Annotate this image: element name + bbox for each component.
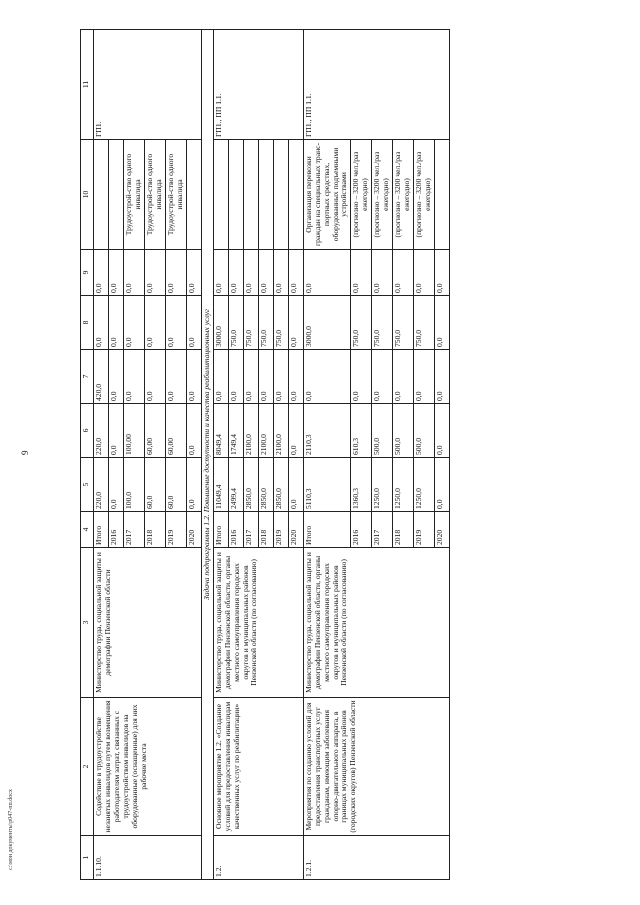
value-cell: 0,0 (124, 350, 145, 404)
indicator-cell: ГП1. (94, 30, 202, 140)
header-row (81, 30, 94, 880)
value-cell (186, 140, 201, 250)
value-cell: 0,0 (393, 350, 414, 404)
value-cell: 100,0 (124, 458, 145, 512)
value-cell: Трудоустрой-ство одного инвалида (144, 140, 165, 250)
value-cell: 0,0 (372, 250, 393, 296)
value-cell: 0,0 (435, 458, 450, 512)
table-row (94, 30, 109, 880)
year-cell: Итого (94, 512, 109, 548)
value-cell: 500,0 (372, 404, 393, 458)
section-num: 1.2.1. (303, 836, 449, 880)
indicator-cell: ГП1., ПП 1.1. (303, 30, 449, 140)
value-cell: 0,0 (109, 404, 124, 458)
value-cell: 0,0 (372, 350, 393, 404)
value-cell: (прогнозно – 3200 чел./раз ежегодно) (393, 140, 414, 250)
column-header-4: 4 (81, 512, 94, 548)
value-cell: 0,0 (109, 458, 124, 512)
value-cell: 0,0 (303, 250, 351, 296)
year-cell: 2019 (165, 512, 186, 548)
value-cell: 0,0 (414, 250, 435, 296)
value-cell: 0,0 (165, 296, 186, 350)
year-cell: 2019 (414, 512, 435, 548)
year-cell: 2020 (288, 512, 303, 548)
value-cell: (прогнозно – 3200 чел./раз ежегодно) (351, 140, 372, 250)
value-cell: 0,0 (288, 458, 303, 512)
value-cell: 1250,0 (372, 458, 393, 512)
value-cell: 610,3 (351, 404, 372, 458)
value-cell: (прогнозно – 3200 чел./раз ежегодно) (372, 140, 393, 250)
year-cell: 2016 (228, 512, 243, 548)
value-cell: 0,0 (109, 296, 124, 350)
value-cell: 500,0 (393, 404, 414, 458)
column-header-5: 5 (81, 458, 94, 512)
page-number: 9 (20, 450, 30, 455)
year-cell: 2016 (351, 512, 372, 548)
value-cell: 0,0 (94, 296, 109, 350)
column-header-1: 1 (81, 836, 94, 880)
value-cell: 1250,0 (414, 458, 435, 512)
value-cell: 500,0 (414, 404, 435, 458)
column-header-3: 3 (81, 548, 94, 698)
value-cell: 1250,0 (393, 458, 414, 512)
value-cell: 0,0 (144, 350, 165, 404)
year-cell: 2017 (124, 512, 145, 548)
value-cell: Организация перевозки граждан на специальных транс-портных средствах, оборудованных подъемными устройствами (303, 140, 351, 250)
value-cell: 0,0 (186, 296, 201, 350)
value-cell: 0,0 (243, 350, 258, 404)
section-name: Содействие в трудоустройстве незанятых инвалидов путем возмещения работодателям затрат, связанных с трудоустройством инвалидов на оборудованные (оснащенные) для них рабочие места (94, 698, 202, 836)
value-cell: Трудоустрой-ство одного инвалида (124, 140, 145, 250)
value-cell: 2850,0 (243, 458, 258, 512)
value-cell: Трудоустрой-ство одного инвалида (165, 140, 186, 250)
value-cell: 0,0 (109, 250, 124, 296)
value-cell: 2100,0 (258, 404, 273, 458)
year-cell: 2017 (243, 512, 258, 548)
value-cell: 0,0 (351, 250, 372, 296)
section-num: 1.1.10. (94, 836, 202, 880)
value-cell: 60,00 (165, 404, 186, 458)
value-cell: 750,0 (258, 296, 273, 350)
value-cell: 220,0 (94, 458, 109, 512)
value-cell: 0,0 (258, 250, 273, 296)
value-cell (243, 140, 258, 250)
value-cell: 0,0 (303, 350, 351, 404)
table-body (94, 30, 450, 880)
section-executor: Министерство труда, социальной защиты и демографии Пензенской области, органы местного самоуправления городских округов и муниципальных районов Пензенской области (по согласованию) (303, 548, 449, 698)
value-cell: 0,0 (165, 250, 186, 296)
value-cell: 0,0 (435, 404, 450, 458)
column-header-8: 8 (81, 296, 94, 350)
year-cell: 2018 (258, 512, 273, 548)
value-cell: 0,0 (288, 350, 303, 404)
indicator-cell: ГП1., ПП 1.1. (213, 30, 303, 140)
column-header-9: 9 (81, 250, 94, 296)
value-cell: 8049,4 (213, 404, 228, 458)
value-cell: 0,0 (186, 458, 201, 512)
table-row (213, 30, 228, 880)
value-cell: 1749,4 (228, 404, 243, 458)
value-cell: 1360,3 (351, 458, 372, 512)
value-cell: 420,0 (94, 350, 109, 404)
value-cell: (прогнозно – 3200 чел./раз ежегодно) (414, 140, 435, 250)
value-cell (109, 140, 124, 250)
value-cell: 0,0 (228, 350, 243, 404)
section-executor: Министерство труда, социальной защиты и демографии Пензенской области (94, 548, 202, 698)
column-header-6: 6 (81, 404, 94, 458)
value-cell: 0,0 (186, 350, 201, 404)
value-cell: 5110,3 (303, 458, 351, 512)
section-executor: Министерство труда, социальной защиты и демографии Пензенской области, органы местного самоуправления городских округов и муниципальных районов Пензенской области (по согласованию) (213, 548, 303, 698)
value-cell (273, 140, 288, 250)
value-cell: 0,0 (186, 250, 201, 296)
value-cell: 0,0 (124, 296, 145, 350)
year-cell: Итого (213, 512, 228, 548)
value-cell: 0,0 (109, 350, 124, 404)
value-cell: 0,0 (213, 350, 228, 404)
value-cell (213, 140, 228, 250)
value-cell: 0,0 (243, 250, 258, 296)
section-name: Основное мероприятие 1.2. «Создание условий для предоставления инвалидам качественных услуг по реабилитации» (213, 698, 303, 836)
value-cell: 0,0 (393, 250, 414, 296)
value-cell (288, 140, 303, 250)
program-table (80, 29, 450, 880)
value-cell: 220,0 (94, 404, 109, 458)
value-cell (94, 140, 109, 250)
value-cell (435, 140, 450, 250)
value-cell: 0,0 (435, 296, 450, 350)
footer-file-path: c:\мои документы\р047-пп.docx (8, 789, 14, 870)
value-cell: 0,0 (186, 404, 201, 458)
column-header-11: 11 (81, 30, 94, 140)
value-cell: 3000,0 (213, 296, 228, 350)
value-cell: 0,0 (94, 250, 109, 296)
rotated-page (80, 30, 640, 880)
value-cell: 0,0 (288, 296, 303, 350)
column-header-10: 10 (81, 140, 94, 250)
task-title: Задача подпрограммы 1.2. Повышение доступности и качества реабилитационных услуг (201, 30, 213, 880)
year-cell: 2016 (109, 512, 124, 548)
value-cell: 3000,0 (303, 296, 351, 350)
year-cell: 2018 (393, 512, 414, 548)
column-header-7: 7 (81, 350, 94, 404)
column-header-2: 2 (81, 698, 94, 836)
value-cell: 0,0 (213, 250, 228, 296)
value-cell: 0,0 (288, 250, 303, 296)
value-cell: 750,0 (372, 296, 393, 350)
value-cell: 60,0 (165, 458, 186, 512)
value-cell: 2100,0 (243, 404, 258, 458)
year-cell: 2018 (144, 512, 165, 548)
table-row (303, 30, 351, 880)
year-cell: 2019 (273, 512, 288, 548)
value-cell: 11049,4 (213, 458, 228, 512)
value-cell: 2499,4 (228, 458, 243, 512)
value-cell: 100,00 (124, 404, 145, 458)
value-cell: 0,0 (144, 250, 165, 296)
value-cell: 0,0 (288, 404, 303, 458)
section-num: 1.2. (213, 836, 303, 880)
task-row (201, 30, 213, 880)
value-cell (258, 140, 273, 250)
value-cell: 0,0 (124, 250, 145, 296)
value-cell: 2850,0 (258, 458, 273, 512)
year-cell: 2020 (435, 512, 450, 548)
value-cell: 2110,3 (303, 404, 351, 458)
value-cell: 2100,0 (273, 404, 288, 458)
section-name: Мероприятия по созданию условий для предоставления транспортных услуг гражданам, имеющим заболевания опорно-двигательного аппарата, в границах муниципальных районов (городских округов) Пензенской области (303, 698, 449, 836)
value-cell: 0,0 (258, 350, 273, 404)
value-cell: 0,0 (228, 250, 243, 296)
year-cell: Итого (303, 512, 351, 548)
value-cell (228, 140, 243, 250)
value-cell: 0,0 (273, 350, 288, 404)
value-cell: 750,0 (273, 296, 288, 350)
value-cell: 750,0 (228, 296, 243, 350)
value-cell: 60,0 (144, 458, 165, 512)
year-cell: 2020 (186, 512, 201, 548)
value-cell: 60,00 (144, 404, 165, 458)
value-cell: 0,0 (144, 296, 165, 350)
value-cell: 0,0 (351, 350, 372, 404)
value-cell: 0,0 (273, 250, 288, 296)
value-cell: 2850,0 (273, 458, 288, 512)
value-cell: 750,0 (414, 296, 435, 350)
value-cell: 0,0 (435, 250, 450, 296)
value-cell: 0,0 (165, 350, 186, 404)
value-cell: 750,0 (243, 296, 258, 350)
value-cell: 750,0 (351, 296, 372, 350)
year-cell: 2017 (372, 512, 393, 548)
value-cell: 750,0 (393, 296, 414, 350)
value-cell: 0,0 (435, 350, 450, 404)
value-cell: 0,0 (414, 350, 435, 404)
